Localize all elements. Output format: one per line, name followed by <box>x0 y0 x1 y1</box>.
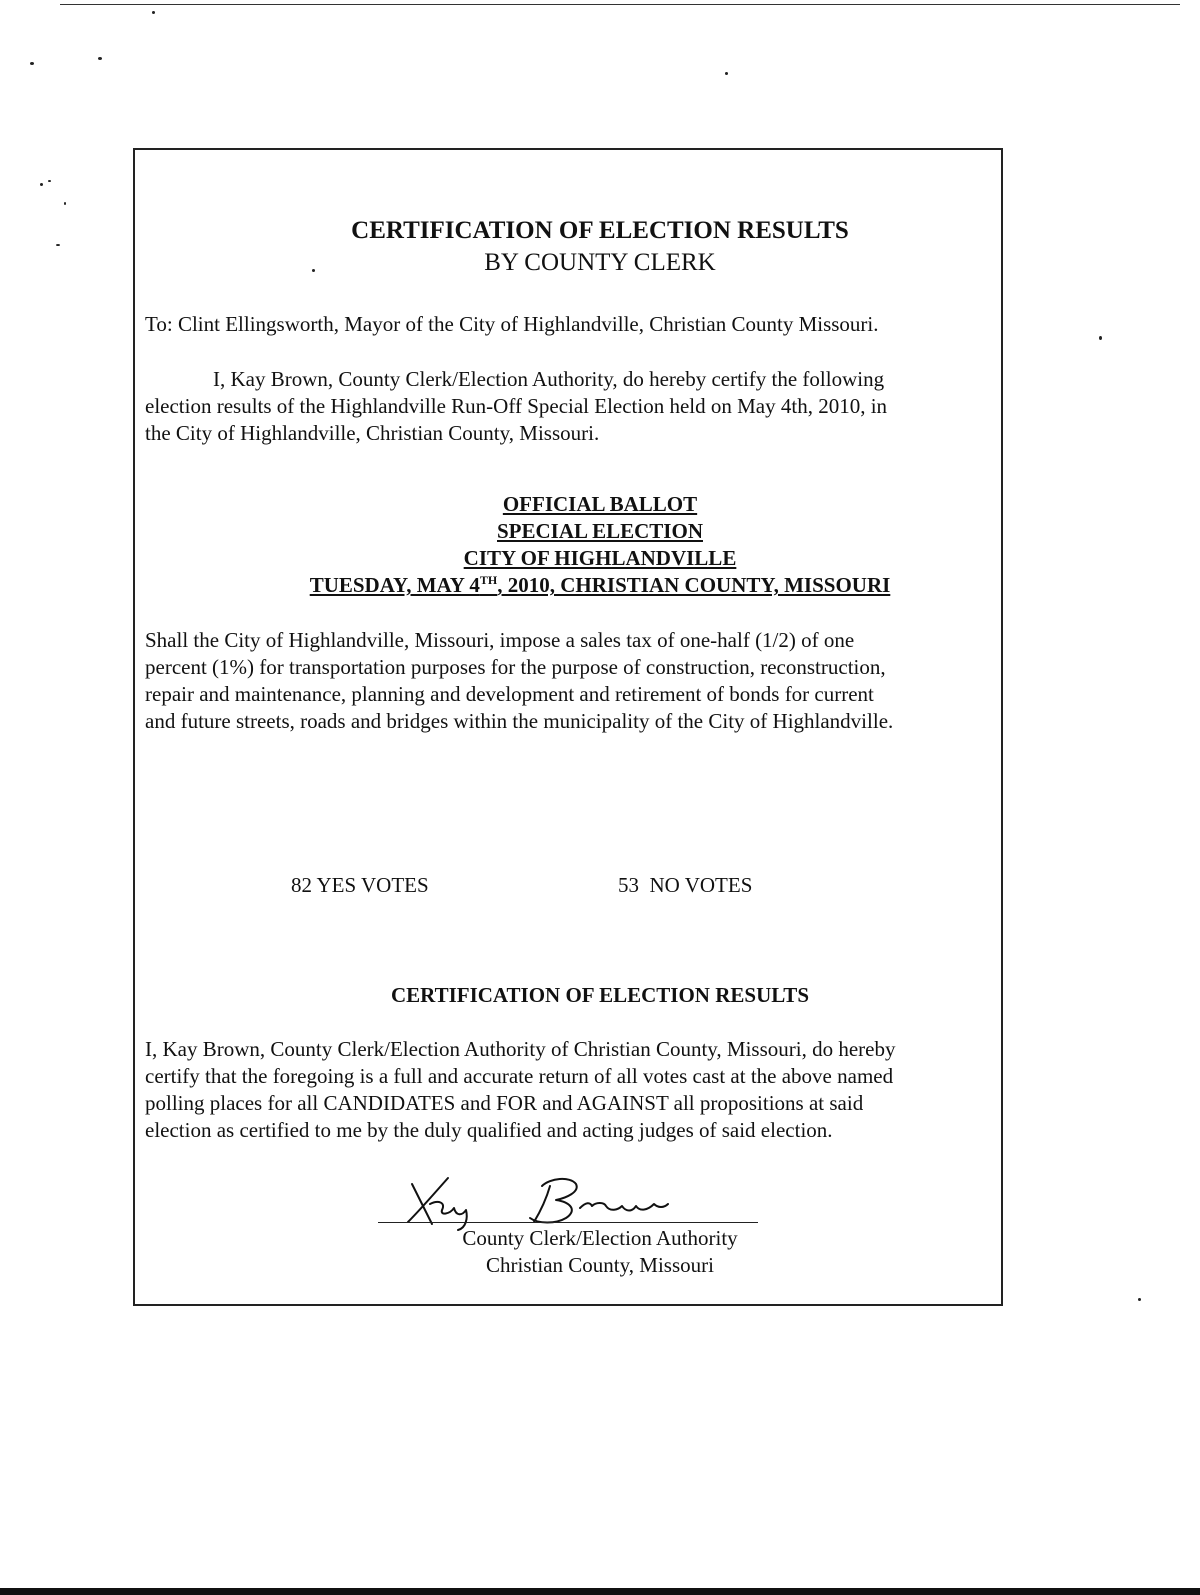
scan-speck <box>40 183 43 186</box>
certification-line: polling places for all CANDIDATES and FOR and AGAINST all propositions at said <box>145 1091 864 1115</box>
signer-title: County Clerk/Election Authority <box>462 1226 738 1250</box>
addressee-text: To: Clint Ellingsworth, Mayor of the City of Highlandville, Christian County Missouri. <box>145 312 879 336</box>
scan-speck <box>98 57 102 60</box>
ballot-heading-special: SPECIAL ELECTION <box>497 519 703 543</box>
scan-speck <box>1138 1298 1141 1301</box>
ballot-date-ordinal: TH <box>479 573 498 587</box>
scan-speck <box>1099 336 1102 340</box>
scan-speck <box>152 11 155 14</box>
proposition-line: percent (1%) for transportation purposes for the purpose of construction, reconstruction, <box>145 655 886 679</box>
scan-speck <box>64 202 66 205</box>
certification-paragraph <box>145 1036 995 1144</box>
certification-heading: CERTIFICATION OF ELECTION RESULTS <box>390 983 809 1007</box>
yes-votes: 82 YES VOTES <box>291 873 429 897</box>
addressee-line <box>145 311 995 338</box>
certification-line: I, Kay Brown, County Clerk/Election Authority of Christian County, Missouri, do hereby <box>145 1037 896 1061</box>
scan-top-edge-line <box>60 4 1180 5</box>
scan-speck <box>30 62 34 65</box>
intro-line: the City of Highlandville, Christian County, Missouri. <box>145 421 600 445</box>
ballot-heading-city: CITY OF HIGHLANDVILLE <box>463 546 737 570</box>
scan-speck <box>725 72 728 75</box>
proposition-line: and future streets, roads and bridges within the municipality of the City of Highlandville. <box>145 709 894 733</box>
certification-line: certify that the foregoing is a full and accurate return of all votes cast at the above named <box>145 1064 894 1088</box>
no-votes: 53 NO VOTES <box>618 873 753 897</box>
signer-county: Christian County, Missouri <box>486 1253 714 1277</box>
ballot-heading-official: OFFICIAL BALLOT <box>502 492 698 516</box>
ballot-date-suffix: , 2010, CHRISTIAN COUNTY, MISSOURI <box>497 573 891 597</box>
scan-speck <box>48 180 51 182</box>
ballot-date-prefix: TUESDAY, MAY 4 <box>309 573 480 597</box>
intro-line: election results of the Highlandville Run-Off Special Election held on May 4th, 2010, in <box>145 394 888 418</box>
document-title: CERTIFICATION OF ELECTION RESULTS <box>351 217 849 244</box>
intro-line: I, Kay Brown, County Clerk/Election Authority, do hereby certify the following <box>213 367 885 391</box>
proposition-line: Shall the City of Highlandville, Missouri, impose a sales tax of one-half (1/2) of one <box>145 628 855 652</box>
signature-line <box>378 1222 758 1223</box>
ballot-heading-date <box>0 573 1200 598</box>
handwritten-signature <box>370 1172 770 1232</box>
scan-bottom-edge-bar <box>0 1588 1200 1595</box>
certification-line: election as certified to me by the duly qualified and acting judges of said election. <box>145 1118 833 1142</box>
document-subtitle: BY COUNTY CLERK <box>484 249 716 276</box>
proposition-line: repair and maintenance, planning and development and retirement of bonds for current <box>145 682 874 706</box>
intro-paragraph <box>145 366 995 447</box>
proposition-paragraph <box>145 627 995 735</box>
